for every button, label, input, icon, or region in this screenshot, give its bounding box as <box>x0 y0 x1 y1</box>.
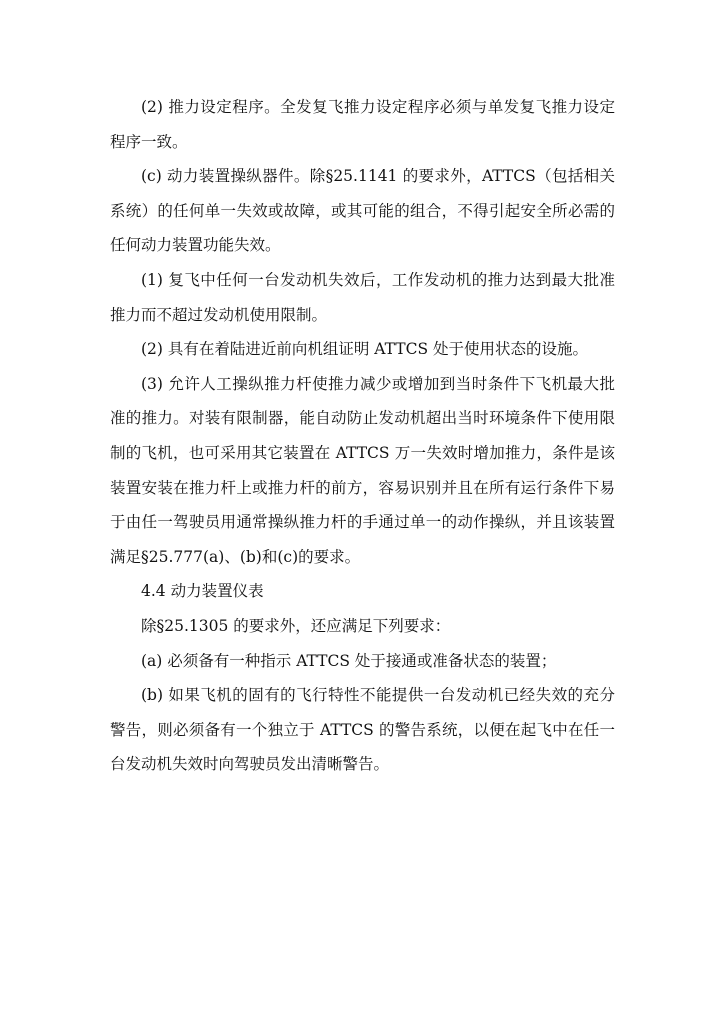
section-heading-powerplant-instruments: 4.4 动力装置仪表 <box>141 582 264 601</box>
paragraph-engine-failure-go-around: (1) 复飞中任何一台发动机失效后，工作发动机的推力达到最大批准推力而不超过发动机使用限制。 <box>110 270 615 324</box>
paragraph-thrust-setting-procedure: (2) 推力设定程序。全发复飞推力设定程序必须与单发复飞推力设定程序一致。 <box>110 98 615 151</box>
paragraph-additional-requirements: 除§25.1305 的要求外，还应满足下列要求： <box>141 616 451 635</box>
paragraph-independent-warning-system: (b) 如果飞机的固有的飞行特性不能提供一台发动机已经失效的充分警告，则必须备有一个独立于 ATTCS 的警告系统，以便在起飞中在任一台发动机失效时向驾驶员发出清晰警告。 <box>110 686 615 774</box>
paragraph-powerplant-controls: (c) 动力装置操纵器件。除§25.1141 的要求外，ATTCS（包括相关系统）的任何单一失效或故障，或其可能的组合，不得引起安全所必需的任何动力装置功能失效。 <box>110 167 615 255</box>
paragraph-attcs-check-facility: (2) 具有在着陆进近前向机组证明 ATTCS 处于使用状态的设施。 <box>141 340 589 359</box>
paragraph-attcs-armed-indication: (a) 必须备有一种指示 ATTCS 处于接通或准备状态的装置； <box>141 651 557 670</box>
paragraph-manual-thrust-lever: (3) 允许人工操纵推力杆使推力减少或增加到当时条件下飞机最大批准的推力。对装有限制器，能自动防止发动机超出当时环境条件下使用限制的飞机，也可采用其它装置在 ATTCS 万一失效时增加推力，条件是该装置安装在推力杆上或推力杆的前方，容易识别并且在所有运行条件下易于由任一驾驶员用通常操纵推力杆的手通过单一的动作操纵，并且该装置满足§25.777(a)、(b)和(c)的要求。 <box>110 374 615 566</box>
document-body <box>110 90 615 782</box>
